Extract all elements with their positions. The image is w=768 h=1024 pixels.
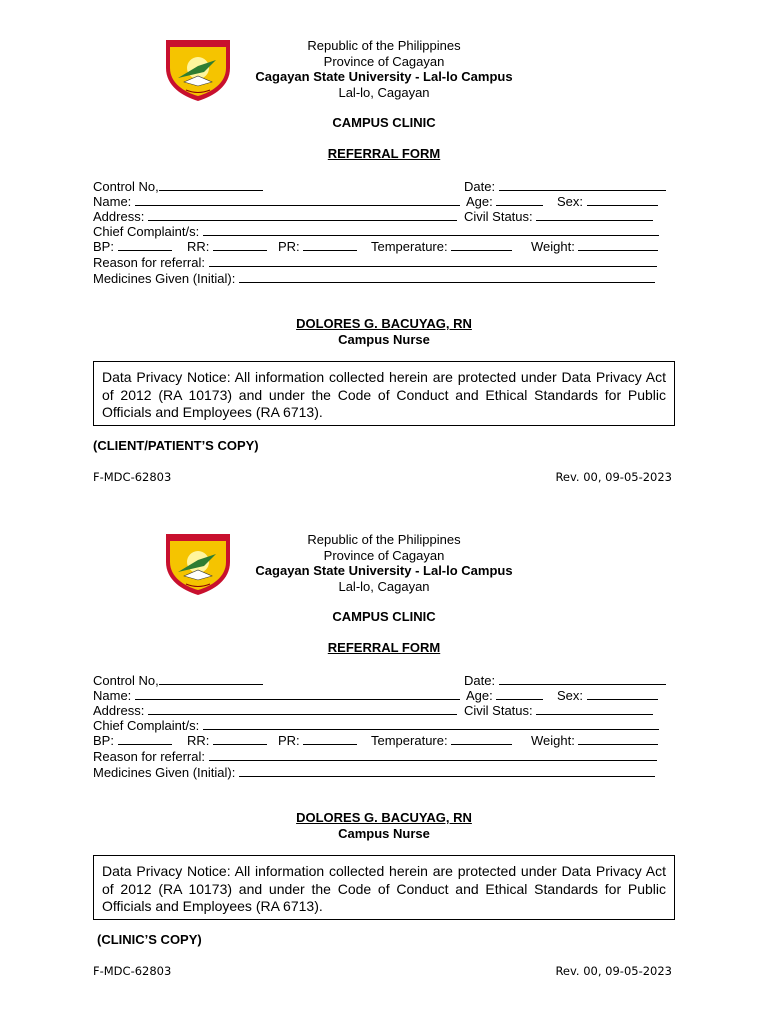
- copy-label: (CLIENT/PATIENT’S COPY): [93, 438, 259, 453]
- signatory-block: [220, 810, 548, 841]
- date-label: Date:: [464, 673, 496, 688]
- clinic-title: CAMPUS CLINIC: [332, 115, 436, 130]
- address-label: Address:: [93, 703, 145, 718]
- date-field[interactable]: [499, 672, 666, 685]
- form-title: REFERRAL FORM: [327, 640, 441, 655]
- letterhead: [220, 38, 548, 100]
- medicines-label: Medicines Given (Initial):: [93, 271, 236, 286]
- nurse-title: Campus Nurse: [338, 825, 430, 841]
- nurse-name: DOLORES G. BACUYAG, RN: [296, 810, 472, 825]
- vitals-row: [93, 732, 673, 747]
- university-line: Cagayan State University - Lal-lo Campus: [255, 69, 513, 84]
- chief-complaint-label: Chief Complaint/s:: [93, 224, 200, 239]
- form-title: REFERRAL FORM: [327, 146, 441, 161]
- medicines-field[interactable]: [239, 270, 655, 283]
- control-no-label: Control No,: [93, 179, 159, 194]
- bp-field[interactable]: [118, 732, 172, 745]
- revision: Rev. 00, 09-05-2023: [555, 964, 672, 978]
- rr-label: RR:: [187, 733, 210, 748]
- sex-label: Sex:: [557, 688, 584, 703]
- name-row: [93, 193, 673, 208]
- republic-line: Republic of the Philippines: [307, 532, 461, 547]
- control-no-field[interactable]: [159, 672, 263, 685]
- name-field[interactable]: [135, 193, 460, 206]
- address-field[interactable]: [148, 208, 457, 221]
- reason-row: [93, 254, 673, 269]
- name-label: Name:: [93, 194, 132, 209]
- temperature-field[interactable]: [451, 732, 512, 745]
- referral-form-copy-1: [0, 0, 768, 494]
- bp-label: BP:: [93, 239, 114, 254]
- control-no-label: Control No,: [93, 673, 159, 688]
- bp-label: BP:: [93, 733, 114, 748]
- temperature-label: Temperature:: [371, 239, 448, 254]
- location-line: Lal-lo, Cagayan: [338, 84, 430, 100]
- age-field[interactable]: [496, 687, 543, 700]
- civil-status-label: Civil Status:: [464, 703, 533, 718]
- pr-field[interactable]: [303, 732, 357, 745]
- date-field[interactable]: [499, 178, 666, 191]
- name-row: [93, 687, 673, 702]
- age-label: Age:: [466, 194, 493, 209]
- rr-field[interactable]: [213, 238, 267, 251]
- privacy-notice: Data Privacy Notice: All information collected herein are protected under Data Privacy Act of 2012 (RA 10173) and under the Code of Conduct and Ethical Standards for Public Officials and Employees (RA 6713).: [93, 361, 675, 426]
- location-line: Lal-lo, Cagayan: [338, 578, 430, 594]
- reason-field[interactable]: [209, 748, 657, 761]
- copy-label: (CLINIC’S COPY): [97, 932, 202, 947]
- pr-label: PR:: [278, 733, 300, 748]
- civil-status-label: Civil Status:: [464, 209, 533, 224]
- address-row: [93, 702, 673, 717]
- age-field[interactable]: [496, 193, 543, 206]
- reason-label: Reason for referral:: [93, 255, 205, 270]
- form-code: F-MDC-62803: [93, 964, 172, 978]
- weight-field[interactable]: [578, 732, 658, 745]
- clinic-title: CAMPUS CLINIC: [332, 609, 436, 624]
- province-line: Province of Cagayan: [323, 53, 445, 69]
- control-date-row: [93, 178, 673, 193]
- referral-form-copy-2: [0, 494, 768, 988]
- province-line: Province of Cagayan: [323, 547, 445, 563]
- chief-complaint-field[interactable]: [203, 223, 659, 236]
- form-code: F-MDC-62803: [93, 470, 172, 484]
- name-label: Name:: [93, 688, 132, 703]
- nurse-name: DOLORES G. BACUYAG, RN: [296, 316, 472, 331]
- temperature-field[interactable]: [451, 238, 512, 251]
- name-field[interactable]: [135, 687, 460, 700]
- vitals-row: [93, 238, 673, 253]
- medicines-row: [93, 270, 673, 285]
- chief-complaint-label: Chief Complaint/s:: [93, 718, 200, 733]
- reason-field[interactable]: [209, 254, 657, 267]
- sex-field[interactable]: [587, 193, 658, 206]
- republic-line: Republic of the Philippines: [307, 38, 461, 53]
- chief-complaint-field[interactable]: [203, 717, 659, 730]
- medicines-field[interactable]: [239, 764, 655, 777]
- rr-label: RR:: [187, 239, 210, 254]
- rr-field[interactable]: [213, 732, 267, 745]
- pr-label: PR:: [278, 239, 300, 254]
- chief-complaint-row: [93, 223, 673, 238]
- age-label: Age:: [466, 688, 493, 703]
- signatory-block: [220, 316, 548, 347]
- control-no-field[interactable]: [159, 178, 263, 191]
- letterhead: [220, 532, 548, 594]
- control-date-row: [93, 672, 673, 687]
- sex-label: Sex:: [557, 194, 584, 209]
- date-label: Date:: [464, 179, 496, 194]
- sex-field[interactable]: [587, 687, 658, 700]
- civil-status-field[interactable]: [536, 208, 653, 221]
- weight-label: Weight:: [531, 733, 575, 748]
- address-field[interactable]: [148, 702, 457, 715]
- civil-status-field[interactable]: [536, 702, 653, 715]
- pr-field[interactable]: [303, 238, 357, 251]
- address-label: Address:: [93, 209, 145, 224]
- privacy-notice: Data Privacy Notice: All information collected herein are protected under Data Privacy Act of 2012 (RA 10173) and under the Code of Conduct and Ethical Standards for Public Officials and Employees (RA 6713).: [93, 855, 675, 920]
- weight-field[interactable]: [578, 238, 658, 251]
- reason-label: Reason for referral:: [93, 749, 205, 764]
- bp-field[interactable]: [118, 238, 172, 251]
- medicines-row: [93, 764, 673, 779]
- nurse-title: Campus Nurse: [338, 331, 430, 347]
- weight-label: Weight:: [531, 239, 575, 254]
- temperature-label: Temperature:: [371, 733, 448, 748]
- reason-row: [93, 748, 673, 763]
- university-line: Cagayan State University - Lal-lo Campus: [255, 563, 513, 578]
- medicines-label: Medicines Given (Initial):: [93, 765, 236, 780]
- chief-complaint-row: [93, 717, 673, 732]
- address-row: [93, 208, 673, 223]
- revision: Rev. 00, 09-05-2023: [555, 470, 672, 484]
